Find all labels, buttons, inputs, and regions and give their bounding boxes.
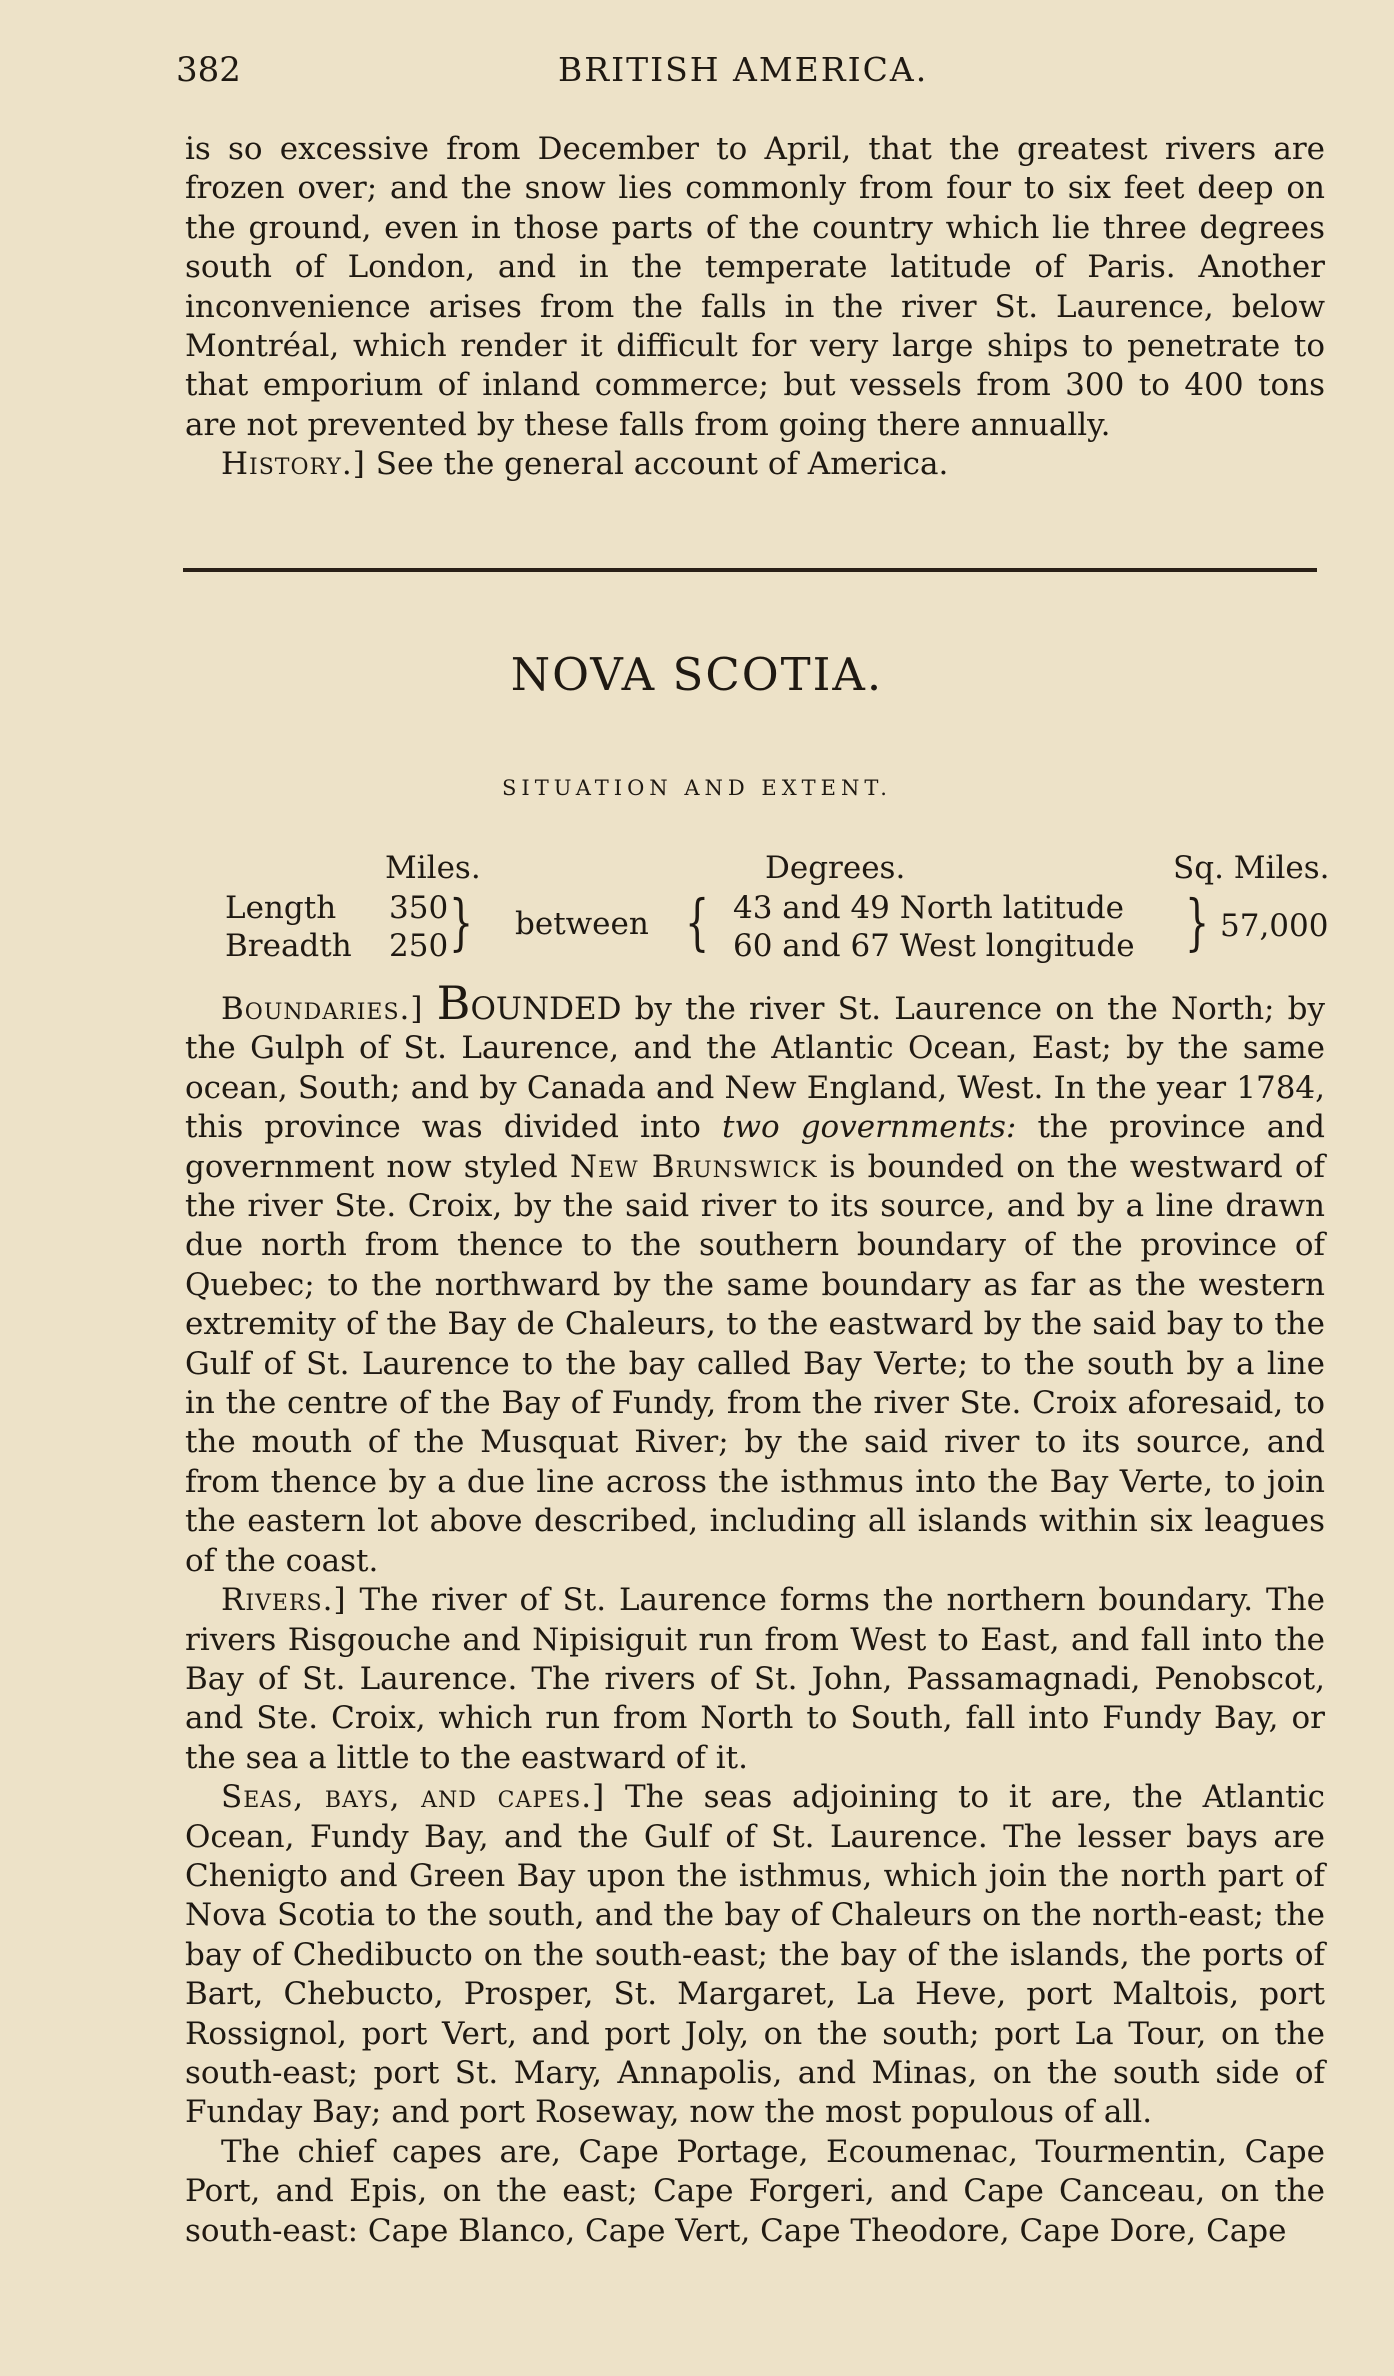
boundaries-italic: two governments: xyxy=(722,1109,1017,1146)
intro-text xyxy=(185,130,1325,485)
section-title: NOVA SCOTIA. xyxy=(510,648,884,701)
rivers-paragraph xyxy=(185,1581,1325,1778)
running-title: BRITISH AMERICA. xyxy=(558,50,929,89)
rivers-text: The river of St. Laurence forms the northern boundary. The rivers Risgouche and Nipisiguit run from West to East, and fall into the Bay of St. Laurence. The rivers of St. John, Passamagnadi, Penobscot, and Ste. Croix, which run from North to South, fall into Fundy Bay, or the sea a little to the eastward of it. xyxy=(185,1582,1325,1776)
capes-paragraph: The chief capes are, Cape Portage, Ecoumenac, Tourmentin, Cape Port, and Epis, on the east; Cape Forgeri, and Cape Canceau, on the south-east: Cape Blanco, Cape Vert, Cape Theodore, Cape Dore, Cape xyxy=(185,2133,1325,2249)
rivers-label: Rivers.] xyxy=(221,1582,347,1619)
breadth-miles: 250 xyxy=(389,928,449,964)
left-brace: } xyxy=(449,887,474,958)
section-subtitle: SITUATION AND EXTENT. xyxy=(502,776,892,800)
drop-cap: B xyxy=(436,976,471,1030)
breadth-label: Breadth xyxy=(225,928,352,964)
latitude-range: 43 and 49 North latitude xyxy=(733,890,1125,926)
section-divider xyxy=(183,568,1317,572)
boundaries-text-a: OUNDED by the river St. Laurence on the North; by the Gulph of St. Laurence, and the Atlantic Ocean, East; by the same ocean, South; and by Canada and New England, West. In the year 1784, this province was divided into xyxy=(185,991,1325,1146)
boundaries-text-c: is bounded on the westward of the river Ste. Croix, by the said river to its source, and by a line drawn due north from thence to the southern boundary of the province of Quebec; to the northward by the same boundary as far as the western extremity of the Bay de Chaleurs, to the eastward by the said bay to the Gulf of St. Laurence to the bay called Bay Verte; to the south by a line in the centre of the Bay of Fundy, from the river Ste. Croix aforesaid, to the mouth of the Musquat River; by the said river to its source, and from thence by a due line across the isthmus into the Bay Verte, to join the eastern lot above described, including all islands within six leagues of the coast. xyxy=(185,1148,1326,1579)
length-miles: 350 xyxy=(389,890,449,926)
longitude-range: 60 and 67 West longitude xyxy=(733,928,1135,964)
col-sq-miles-header: Sq. Miles. xyxy=(1173,850,1330,886)
boundaries-label: Boundaries.] xyxy=(221,991,424,1027)
main-text xyxy=(185,976,1326,2251)
page-header xyxy=(176,50,1332,100)
top-paragraph: is so excessive from December to April, that the greatest rivers are frozen over; and the snow lies commonly from four to six feet deep on the ground, even in those parts of the country which lie three degrees south of London, and in the temperate latitude of Paris. Another inconvenience arises from the falls in the river St. Laurence, below Montréal, which render it difficult for very large ships to penetrate to that emporium of inland commerce; but vessels from 300 to 400 tons are not prevented by these falls from going there annually. xyxy=(185,131,1325,443)
seas-label: Seas, bays, and capes.] xyxy=(221,1779,606,1816)
col-miles-header: Miles. xyxy=(385,850,481,886)
seas-text: The seas adjoining to it are, the Atlantic Ocean, Fundy Bay, and the Gulf of St. Laurence. The lesser bays are Chenigto and Green Bay upon the isthmus, which join the north part of Nova Scotia to the south, and the bay of Chaleurs on the north-east; the bay of Chedibucto on the south-east; the bay of the islands, the ports of Bart, Chebucto, Prosper, St. Margaret, La Heve, port Maltois, port Rossignol, port Vert, and port Joly, on the south; port La Tour, on the south-east; port St. Mary, Annapolis, and Minas, on the south side of Funday Bay; and port Roseway, now the most populous of all. xyxy=(185,1779,1325,2131)
square-miles-value: 57,000 xyxy=(1220,908,1329,944)
history-paragraph xyxy=(185,445,1325,484)
right-brace: } xyxy=(1185,887,1210,958)
length-label: Length xyxy=(225,890,337,926)
boundaries-text-b: the province and government now styled xyxy=(185,1109,1325,1185)
page-number: 382 xyxy=(176,50,241,90)
new-brunswick-name: New Brunswick xyxy=(569,1148,818,1185)
history-label: History.] xyxy=(221,446,366,483)
boundaries-paragraph xyxy=(185,976,1326,1581)
extent-table xyxy=(225,850,1345,980)
history-text: See the general account of America. xyxy=(375,446,949,483)
between-label: between xyxy=(515,906,649,942)
seas-paragraph xyxy=(185,1778,1325,2133)
middle-brace: { xyxy=(685,887,710,958)
col-degrees-header: Degrees. xyxy=(765,850,906,886)
